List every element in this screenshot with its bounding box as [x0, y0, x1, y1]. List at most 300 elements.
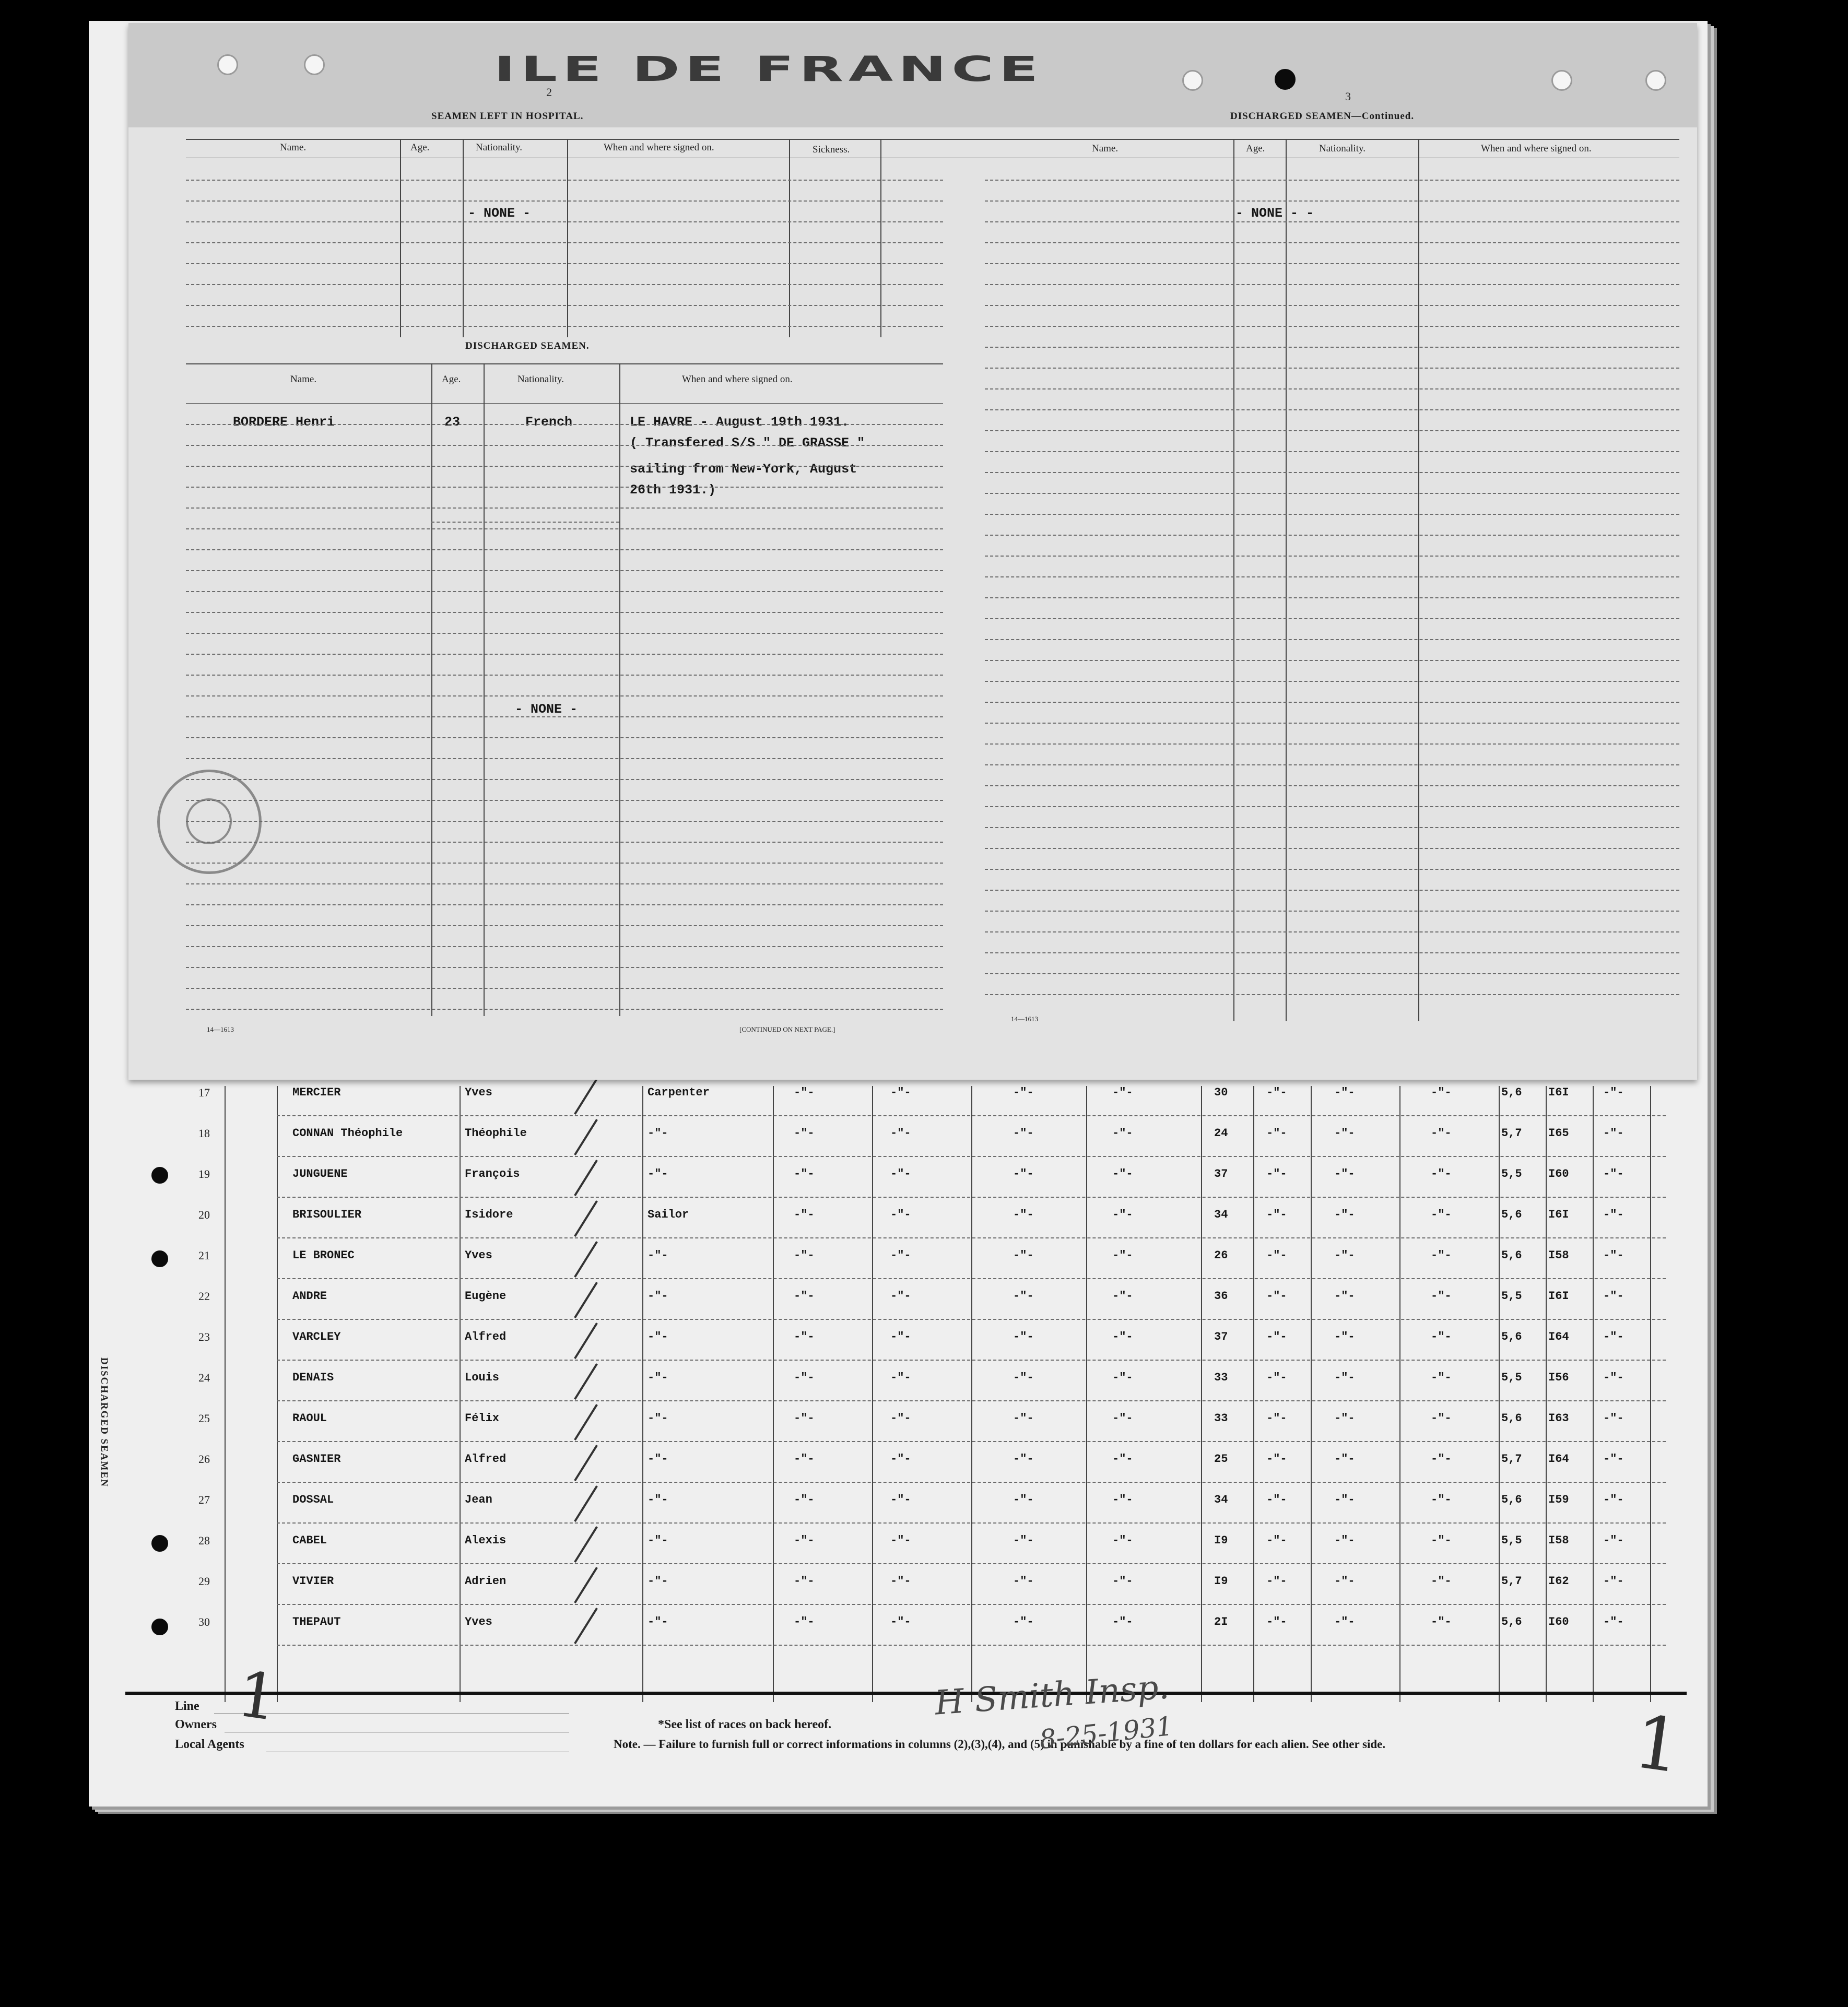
ruled-line: [985, 535, 1679, 536]
ditto-mark: -"-: [1112, 1330, 1133, 1343]
ruled-line: [985, 493, 1679, 494]
ruled-line: [186, 180, 943, 181]
page-number-left: 2: [546, 86, 552, 99]
ditto-mark: -"-: [1112, 1615, 1133, 1628]
ditto-mark: -"-: [1431, 1615, 1452, 1628]
ditto-mark: -"-: [794, 1493, 815, 1506]
ditto-mark: -"-: [1334, 1208, 1355, 1221]
ditto-mark: -"-: [794, 1127, 815, 1140]
ditto-mark: -"-: [890, 1127, 911, 1140]
ditto-mark: -"-: [1013, 1371, 1034, 1384]
ruled-line: [186, 925, 943, 926]
form-number-left: 14—1613: [207, 1025, 234, 1033]
ditto-mark: -"-: [1431, 1412, 1452, 1425]
height: 5,6: [1501, 1615, 1522, 1628]
weight: I59: [1548, 1493, 1569, 1506]
check-mark: [574, 1567, 598, 1603]
row-rule: [277, 1645, 1666, 1646]
age: 37: [1214, 1167, 1228, 1180]
ditto-mark: -"-: [1266, 1615, 1287, 1628]
ruled-line: [985, 305, 1679, 306]
ditto-mark: -"-: [1266, 1575, 1287, 1588]
ship-name-stamp: ILE DE FRANCE: [494, 49, 1044, 89]
height: 5,7: [1501, 1575, 1522, 1588]
ditto-mark: -"-: [890, 1493, 911, 1506]
ditto-mark: -"-: [1431, 1290, 1452, 1303]
ditto-mark: -"-: [1431, 1371, 1452, 1384]
given-name: Jean: [465, 1493, 492, 1506]
ditto-mark: -"-: [1266, 1493, 1287, 1506]
continued-title: DISCHARGED SEAMEN—Continued.: [1230, 111, 1415, 122]
ditto-mark: -"-: [794, 1208, 815, 1221]
ruled-line: [985, 869, 1679, 870]
ditto-mark: -"-: [1431, 1086, 1452, 1099]
ditto-mark: -"-: [1266, 1167, 1287, 1180]
ditto-mark: -"-: [1431, 1575, 1452, 1588]
right-ruled-lines: [985, 23, 1679, 1080]
ditto-mark: -"-: [1013, 1412, 1034, 1425]
given-name: Félix: [465, 1412, 500, 1425]
ruled-line: [985, 618, 1679, 619]
ditto-mark: -"-: [1431, 1534, 1452, 1547]
ditto-mark: -"-: [1013, 1208, 1034, 1221]
discharged-signed-line: 26th 1931.): [630, 482, 716, 498]
ditto-mark: -"-: [794, 1086, 815, 1099]
ditto-mark: -"-: [1112, 1412, 1133, 1425]
ditto-mark: -"-: [1603, 1330, 1624, 1343]
penalty-note: Note. — Failure to furnish full or correct informations in columns (2),(3),(4), and (5) in punishable by a fine of ten dollars for each alien. See other side.: [614, 1738, 1386, 1751]
ruled-line: [985, 952, 1679, 953]
ruled-line: [186, 591, 943, 592]
ruled-line: [186, 445, 943, 446]
ditto-mark: -"-: [1334, 1086, 1355, 1099]
weight: I64: [1548, 1453, 1569, 1466]
ruled-line: [985, 597, 1679, 598]
ruled-line: [985, 514, 1679, 515]
ruled-line: [985, 242, 1679, 243]
check-mark: [574, 1119, 598, 1155]
ditto-mark: -"-: [1334, 1167, 1355, 1180]
ditto-mark: -"-: [1334, 1615, 1355, 1628]
ruled-line: [186, 424, 943, 425]
ruled-line: [186, 263, 943, 264]
discharged-col-name: Name.: [290, 374, 317, 385]
ditto-mark: -"-: [890, 1290, 911, 1303]
ditto-mark: -"-: [1431, 1208, 1452, 1221]
occupation: -"-: [648, 1167, 668, 1180]
ruled-line: [985, 743, 1679, 745]
ruled-line: [985, 702, 1679, 703]
given-name: Yves: [465, 1249, 492, 1262]
ruled-line: [186, 549, 943, 550]
ditto-mark: -"-: [1266, 1086, 1287, 1099]
ruled-line: [186, 487, 943, 488]
occupation: -"-: [648, 1575, 668, 1588]
signature-date: 8-25-1931: [1038, 1710, 1174, 1755]
ruled-line: [985, 284, 1679, 285]
left-ruled-lines: [186, 23, 943, 1080]
given-name: Isidore: [465, 1208, 513, 1221]
ditto-mark: -"-: [1013, 1127, 1034, 1140]
row-number: 29: [198, 1575, 210, 1588]
weight: I65: [1548, 1127, 1569, 1140]
given-name: Louis: [465, 1371, 500, 1384]
check-mark: [574, 1241, 598, 1278]
ruled-line: [186, 946, 943, 947]
side-label: DISCHARGED SEAMEN: [99, 1357, 110, 1487]
ditto-mark: -"-: [1112, 1208, 1133, 1221]
surname: RAOUL: [292, 1412, 327, 1425]
check-mark: [574, 1160, 598, 1196]
ditto-mark: -"-: [1334, 1371, 1355, 1384]
ditto-mark: -"-: [890, 1330, 911, 1343]
weight: I60: [1548, 1615, 1569, 1628]
ditto-mark: -"-: [1431, 1249, 1452, 1262]
height: 5,6: [1501, 1249, 1522, 1262]
surname: THEPAUT: [292, 1615, 341, 1628]
continued-none: - NONE - -: [1235, 206, 1314, 221]
surname: ANDRE: [292, 1290, 327, 1303]
check-mark: [574, 1323, 598, 1359]
occupation: -"-: [648, 1412, 668, 1425]
ditto-mark: -"-: [1013, 1330, 1034, 1343]
surname: CONNAN Théophile: [292, 1127, 403, 1140]
occupation: -"-: [648, 1290, 668, 1303]
ditto-mark: -"-: [1013, 1534, 1034, 1547]
ruled-line: [985, 409, 1679, 410]
ditto-mark: -"-: [794, 1453, 815, 1466]
hospital-col-name: Name.: [280, 142, 307, 153]
races-note: *See list of races on back hereof.: [658, 1718, 832, 1731]
discharged-col-age: Age.: [442, 374, 461, 385]
form-number-right: 14—1613: [1011, 1015, 1038, 1023]
age: 2I: [1214, 1615, 1228, 1628]
ruled-line: [186, 507, 943, 509]
ruled-line: [186, 779, 943, 780]
ditto-mark: -"-: [1266, 1412, 1287, 1425]
ditto-mark: -"-: [890, 1167, 911, 1180]
row-number: 21: [198, 1249, 210, 1262]
given-name: Alexis: [465, 1534, 507, 1547]
discharged-name: BORDERE Henri: [233, 415, 335, 430]
table-row: [89, 1157, 1708, 1198]
ditto-mark: -"-: [794, 1412, 815, 1425]
row-number: 20: [198, 1208, 210, 1221]
surname: BRISOULIER: [292, 1208, 362, 1221]
ditto-mark: -"-: [1112, 1249, 1133, 1262]
ditto-mark: -"-: [1266, 1534, 1287, 1547]
ditto-mark: -"-: [1013, 1086, 1034, 1099]
age: 25: [1214, 1453, 1228, 1466]
ruled-line: [186, 654, 943, 655]
ditto-mark: -"-: [1603, 1534, 1624, 1547]
continued-col-name: Name.: [1092, 143, 1119, 154]
check-mark: [574, 1608, 598, 1644]
occupation: -"-: [648, 1249, 668, 1262]
ruled-line: [985, 221, 1679, 222]
ruled-line: [985, 347, 1679, 348]
given-name: François: [465, 1167, 520, 1180]
ruled-line: [985, 911, 1679, 912]
row-number: 25: [198, 1412, 210, 1425]
ruled-line: [186, 758, 943, 759]
age: 37: [1214, 1330, 1228, 1343]
occupation: -"-: [648, 1371, 668, 1384]
continued-note: [CONTINUED ON NEXT PAGE.]: [739, 1025, 835, 1033]
ditto-mark: -"-: [1013, 1615, 1034, 1628]
age: 33: [1214, 1412, 1228, 1425]
ruled-line: [186, 737, 943, 738]
ruled-line: [186, 800, 943, 801]
ditto-mark: -"-: [1112, 1127, 1133, 1140]
given-name: Adrien: [465, 1575, 507, 1588]
age: 36: [1214, 1290, 1228, 1303]
row-number: 26: [198, 1453, 210, 1466]
ditto-mark: -"-: [890, 1086, 911, 1099]
ditto-mark: -"-: [1603, 1493, 1624, 1506]
ruled-line: [985, 576, 1679, 577]
height: 5,6: [1501, 1086, 1522, 1099]
table-row: [89, 1564, 1708, 1605]
weight: I6I: [1548, 1208, 1569, 1221]
ruled-line: [985, 451, 1679, 452]
ruled-line: [186, 1009, 943, 1010]
age: 30: [1214, 1086, 1228, 1099]
check-mark: [574, 1485, 598, 1522]
ditto-mark: -"-: [890, 1371, 911, 1384]
ditto-mark: -"-: [1603, 1249, 1624, 1262]
table-row: [89, 1361, 1708, 1401]
check-mark: [574, 1282, 598, 1318]
ruled-line: [186, 695, 943, 696]
row-number: 27: [198, 1493, 210, 1506]
table-row: [89, 1605, 1708, 1646]
weight: I63: [1548, 1412, 1569, 1425]
ruled-line: [985, 681, 1679, 682]
ruled-line: [985, 180, 1679, 181]
ditto-mark: -"-: [1603, 1290, 1624, 1303]
ditto-mark: -"-: [794, 1575, 815, 1588]
discharged-col-nationality: Nationality.: [517, 374, 564, 385]
ditto-mark: -"-: [1334, 1330, 1355, 1343]
surname: VARCLEY: [292, 1330, 341, 1343]
table-row: [89, 1116, 1708, 1157]
row-number: 23: [198, 1330, 210, 1343]
ruled-line: [186, 242, 943, 243]
ruled-line: [985, 556, 1679, 557]
ruled-line: [186, 716, 943, 717]
height: 5,5: [1501, 1290, 1522, 1303]
ditto-mark: -"-: [1013, 1493, 1034, 1506]
occupation: -"-: [648, 1493, 668, 1506]
ditto-mark: -"-: [890, 1534, 911, 1547]
ruled-line: [985, 848, 1679, 849]
owners-label: Owners: [175, 1718, 217, 1731]
height: 5,6: [1501, 1330, 1522, 1343]
ruled-line: [985, 472, 1679, 473]
height: 5,5: [1501, 1534, 1522, 1547]
ditto-mark: -"-: [890, 1249, 911, 1262]
ruled-line: [186, 863, 943, 864]
ruled-line: [985, 388, 1679, 389]
age: I9: [1214, 1534, 1228, 1547]
age: 33: [1214, 1371, 1228, 1384]
ruled-line: [186, 904, 943, 905]
weight: I64: [1548, 1330, 1569, 1343]
ditto-mark: -"-: [890, 1453, 911, 1466]
ruled-line: [186, 326, 943, 327]
ditto-mark: -"-: [1334, 1249, 1355, 1262]
surname: LE BRONEC: [292, 1249, 355, 1262]
occupation: -"-: [648, 1330, 668, 1343]
age: 34: [1214, 1493, 1228, 1506]
ruled-line: [985, 785, 1679, 786]
ruled-line: [186, 883, 943, 884]
surname: VIVIER: [292, 1575, 334, 1588]
ruled-line: [186, 821, 943, 822]
surname: DENAIS: [292, 1371, 334, 1384]
ditto-mark: -"-: [1112, 1371, 1133, 1384]
ruled-line: [985, 973, 1679, 974]
ditto-mark: -"-: [1431, 1127, 1452, 1140]
row-number: 18: [198, 1127, 210, 1140]
ruled-line: [985, 200, 1679, 202]
ditto-mark: -"-: [794, 1167, 815, 1180]
hospital-col-signed: When and where signed on.: [604, 142, 714, 153]
ruled-line: [985, 326, 1679, 327]
given-name: Théophile: [465, 1127, 527, 1140]
ruled-line: [985, 368, 1679, 369]
ditto-mark: -"-: [1603, 1167, 1624, 1180]
height: 5,6: [1501, 1493, 1522, 1506]
ditto-mark: -"-: [1603, 1412, 1624, 1425]
age: 24: [1214, 1127, 1228, 1140]
ditto-mark: -"-: [1603, 1371, 1624, 1384]
ditto-mark: -"-: [1431, 1330, 1452, 1343]
ditto-mark: -"-: [1112, 1167, 1133, 1180]
ditto-mark: -"-: [1266, 1127, 1287, 1140]
discharged-lower-none: - NONE -: [515, 702, 578, 717]
given-name: Eugène: [465, 1290, 507, 1303]
table-row: [89, 1198, 1708, 1238]
surname: MERCIER: [292, 1086, 341, 1099]
row-number: 19: [198, 1167, 210, 1180]
ditto-mark: -"-: [1266, 1208, 1287, 1221]
ruled-line: [985, 639, 1679, 640]
ditto-mark: -"-: [1266, 1290, 1287, 1303]
ruled-line: [186, 675, 943, 676]
discharged-title: DISCHARGED SEAMEN.: [465, 340, 590, 351]
weight: I62: [1548, 1575, 1569, 1588]
ditto-mark: -"-: [1013, 1575, 1034, 1588]
ditto-mark: -"-: [1334, 1290, 1355, 1303]
surname: CABEL: [292, 1534, 327, 1547]
given-name: Yves: [465, 1615, 492, 1628]
height: 5,6: [1501, 1412, 1522, 1425]
ruled-line: [985, 994, 1679, 995]
hospital-none: - NONE -: [468, 206, 531, 221]
ditto-mark: -"-: [1112, 1453, 1133, 1466]
table-row: [89, 1524, 1708, 1564]
table-row: [89, 1483, 1708, 1524]
ruled-line: [186, 570, 943, 571]
ruled-line: [985, 764, 1679, 765]
table-row: [89, 1401, 1708, 1442]
ditto-mark: -"-: [1266, 1453, 1287, 1466]
ruled-line: [186, 842, 943, 843]
crew-table: [89, 1076, 1708, 1676]
ruled-line: [985, 890, 1679, 891]
given-name: Alfred: [465, 1453, 507, 1466]
table-row: [89, 1076, 1708, 1116]
ditto-mark: -"-: [890, 1412, 911, 1425]
ruled-line: [186, 466, 943, 467]
discharged-signed-line: sailing from New-York, August: [630, 462, 857, 477]
weight: I56: [1548, 1371, 1569, 1384]
ditto-mark: -"-: [1334, 1493, 1355, 1506]
check-mark: [574, 1445, 598, 1481]
ditto-mark: -"-: [1603, 1086, 1624, 1099]
hospital-title: SEAMEN LEFT IN HOSPITAL.: [431, 111, 584, 122]
discharged-signed-line: ( Transfered S/S " DE GRASSE ": [630, 435, 865, 451]
ditto-mark: -"-: [794, 1371, 815, 1384]
ditto-mark: -"-: [1431, 1167, 1452, 1180]
ditto-mark: -"-: [1603, 1453, 1624, 1466]
ditto-mark: -"-: [1112, 1086, 1133, 1099]
discharged-col-signed: When and where signed on.: [682, 374, 793, 385]
margin-mark: 1: [232, 1658, 283, 1736]
ruled-line: [186, 284, 943, 285]
occupation: -"-: [648, 1615, 668, 1628]
row-number: 24: [198, 1371, 210, 1384]
height: 5,5: [1501, 1371, 1522, 1384]
weight: I58: [1548, 1249, 1569, 1262]
check-mark: [574, 1363, 598, 1400]
check-mark: [574, 1078, 598, 1115]
age: I9: [1214, 1575, 1228, 1588]
ditto-mark: -"-: [1603, 1615, 1624, 1628]
table-row: [89, 1320, 1708, 1361]
row-number: 30: [198, 1615, 210, 1628]
ruled-line: [186, 633, 943, 634]
ditto-mark: -"-: [1266, 1249, 1287, 1262]
ditto-mark: -"-: [1334, 1127, 1355, 1140]
age: 26: [1214, 1249, 1228, 1262]
table-row: [89, 1238, 1708, 1279]
margin-mark: 1: [1629, 1699, 1687, 1790]
ditto-mark: -"-: [1334, 1575, 1355, 1588]
ruled-line: [186, 305, 943, 306]
ruled-line: [985, 806, 1679, 807]
ditto-mark: -"-: [1013, 1290, 1034, 1303]
inspector-signature: H Smith Insp.: [933, 1668, 1171, 1723]
ditto-mark: -"-: [1112, 1534, 1133, 1547]
discharged-age: 23: [444, 415, 461, 430]
ditto-mark: -"-: [794, 1290, 815, 1303]
ditto-mark: -"-: [890, 1208, 911, 1221]
weight: I60: [1548, 1167, 1569, 1180]
height: 5,7: [1501, 1453, 1522, 1466]
row-number: 28: [198, 1534, 210, 1547]
table-row: [89, 1279, 1708, 1320]
ditto-mark: -"-: [1603, 1575, 1624, 1588]
ruled-line: [985, 660, 1679, 661]
continued-col-age: Age.: [1246, 143, 1265, 154]
ruled-line: [186, 528, 943, 529]
ditto-mark: -"-: [1334, 1534, 1355, 1547]
occupation: Sailor: [648, 1208, 689, 1221]
check-mark: [574, 1404, 598, 1441]
